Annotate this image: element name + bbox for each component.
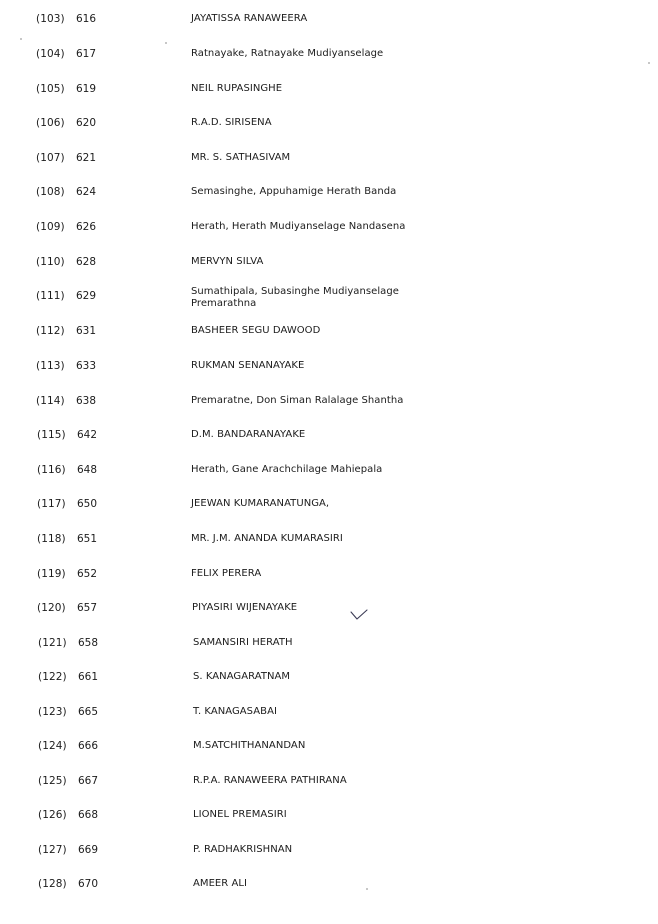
entry-index: (104) bbox=[36, 48, 65, 60]
entry-number: 666 bbox=[78, 740, 99, 752]
list-item bbox=[0, 286, 658, 316]
entry-name: JEEWAN KUMARANATUNGA, bbox=[191, 498, 330, 509]
entry-number: 658 bbox=[78, 637, 99, 649]
entry-index: (112) bbox=[36, 325, 65, 337]
entry-number: 642 bbox=[77, 429, 98, 441]
list-item bbox=[0, 740, 658, 760]
entry-number: 629 bbox=[76, 290, 97, 302]
list-item bbox=[0, 48, 658, 68]
entry-number: 667 bbox=[78, 775, 99, 787]
entry-number: 619 bbox=[76, 83, 97, 95]
entry-index: (121) bbox=[38, 637, 67, 649]
list-item bbox=[0, 13, 658, 33]
list-item bbox=[0, 256, 658, 276]
entry-number: 621 bbox=[76, 152, 97, 164]
entry-name: M.SATCHITHANANDAN bbox=[193, 740, 306, 751]
list-item bbox=[0, 878, 658, 898]
entry-number: 626 bbox=[76, 221, 97, 233]
entry-number: 648 bbox=[77, 464, 98, 476]
entry-name: MERVYN SILVA bbox=[191, 256, 264, 267]
entry-number: 628 bbox=[76, 256, 97, 268]
entry-name: Herath, Herath Mudiyanselage Nandasena bbox=[191, 221, 406, 232]
entry-number: 665 bbox=[78, 706, 99, 718]
entry-index: (124) bbox=[38, 740, 67, 752]
list-item bbox=[0, 775, 658, 795]
checkmark-icon bbox=[350, 606, 368, 618]
list-item bbox=[0, 602, 658, 622]
entry-index: (117) bbox=[37, 498, 66, 510]
entry-index: (109) bbox=[36, 221, 65, 233]
list-item bbox=[0, 325, 658, 345]
entry-index: (110) bbox=[36, 256, 65, 268]
entry-index: (103) bbox=[36, 13, 65, 25]
entry-name: Sumathipala, Subasinghe Mudiyanselage Premarathna bbox=[191, 286, 399, 309]
entry-index: (125) bbox=[38, 775, 67, 787]
scan-speck bbox=[165, 42, 167, 44]
entry-number: 624 bbox=[76, 186, 97, 198]
list-item bbox=[0, 671, 658, 691]
entry-index: (119) bbox=[37, 568, 66, 580]
entry-number: 617 bbox=[76, 48, 97, 60]
entry-name: AMEER ALI bbox=[193, 878, 248, 889]
entry-name: PIYASIRI WIJENAYAKE bbox=[192, 602, 298, 613]
scan-speck bbox=[366, 888, 368, 890]
list-item bbox=[0, 83, 658, 103]
entry-name: P. RADHAKRISHNAN bbox=[193, 844, 293, 855]
list-item bbox=[0, 186, 658, 206]
entry-number: 616 bbox=[76, 13, 97, 25]
list-item bbox=[0, 533, 658, 553]
list-item bbox=[0, 360, 658, 380]
list-item bbox=[0, 429, 658, 449]
entry-name: Ratnayake, Ratnayake Mudiyanselage bbox=[191, 48, 384, 59]
entry-name: MR. J.M. ANANDA KUMARASIRI bbox=[191, 533, 343, 544]
scan-speck bbox=[648, 62, 650, 64]
list-item bbox=[0, 152, 658, 172]
entry-number: 670 bbox=[78, 878, 99, 890]
entry-number: 651 bbox=[77, 533, 98, 545]
entry-name: D.M. BANDARANAYAKE bbox=[191, 429, 306, 440]
entry-index: (122) bbox=[38, 671, 67, 683]
entry-name: RUKMAN SENANAYAKE bbox=[191, 360, 305, 371]
entry-number: 669 bbox=[78, 844, 99, 856]
entry-index: (111) bbox=[36, 290, 65, 302]
list-item bbox=[0, 498, 658, 518]
entry-number: 652 bbox=[77, 568, 98, 580]
entry-index: (127) bbox=[38, 844, 67, 856]
entry-name: R.P.A. RANAWEERA PATHIRANA bbox=[193, 775, 347, 786]
entry-index: (123) bbox=[38, 706, 67, 718]
entry-name: R.A.D. SIRISENA bbox=[191, 117, 272, 128]
entry-name: Herath, Gane Arachchilage Mahiepala bbox=[191, 464, 383, 475]
entry-name: JAYATISSA RANAWEERA bbox=[191, 13, 308, 24]
entry-index: (107) bbox=[36, 152, 65, 164]
entry-name: Semasinghe, Appuhamige Herath Banda bbox=[191, 186, 397, 197]
list-item bbox=[0, 706, 658, 726]
list-item bbox=[0, 117, 658, 137]
entry-name: BASHEER SEGU DAWOOD bbox=[191, 325, 321, 336]
entry-index: (105) bbox=[36, 83, 65, 95]
entry-index: (126) bbox=[38, 809, 67, 821]
entry-name: SAMANSIRI HERATH bbox=[193, 637, 293, 648]
entry-index: (115) bbox=[37, 429, 66, 441]
list-item bbox=[0, 809, 658, 829]
entry-index: (113) bbox=[36, 360, 65, 372]
entry-name: S. KANAGARATNAM bbox=[193, 671, 291, 682]
entry-number: 661 bbox=[78, 671, 99, 683]
entry-number: 620 bbox=[76, 117, 97, 129]
entry-name: Premaratne, Don Siman Ralalage Shantha bbox=[191, 395, 404, 406]
list-item bbox=[0, 221, 658, 241]
entry-index: (114) bbox=[36, 395, 65, 407]
entry-name: T. KANAGASABAI bbox=[193, 706, 277, 717]
list-item bbox=[0, 568, 658, 588]
entry-number: 650 bbox=[77, 498, 98, 510]
entry-name: NEIL RUPASINGHE bbox=[191, 83, 283, 94]
entry-name: MR. S. SATHASIVAM bbox=[191, 152, 291, 163]
entry-name: FELIX PERERA bbox=[191, 568, 262, 579]
entry-name: LIONEL PREMASIRI bbox=[193, 809, 287, 820]
entry-index: (118) bbox=[37, 533, 66, 545]
list-item bbox=[0, 637, 658, 657]
scan-speck bbox=[20, 38, 22, 40]
entry-index: (106) bbox=[36, 117, 65, 129]
list-item bbox=[0, 464, 658, 484]
entry-index: (128) bbox=[38, 878, 67, 890]
entry-index: (120) bbox=[37, 602, 66, 614]
entry-number: 657 bbox=[77, 602, 98, 614]
entry-number: 668 bbox=[78, 809, 99, 821]
entry-number: 633 bbox=[76, 360, 97, 372]
list-item bbox=[0, 395, 658, 415]
entry-number: 631 bbox=[76, 325, 97, 337]
entry-index: (108) bbox=[36, 186, 65, 198]
entry-number: 638 bbox=[76, 395, 97, 407]
entry-index: (116) bbox=[37, 464, 66, 476]
list-item bbox=[0, 844, 658, 864]
